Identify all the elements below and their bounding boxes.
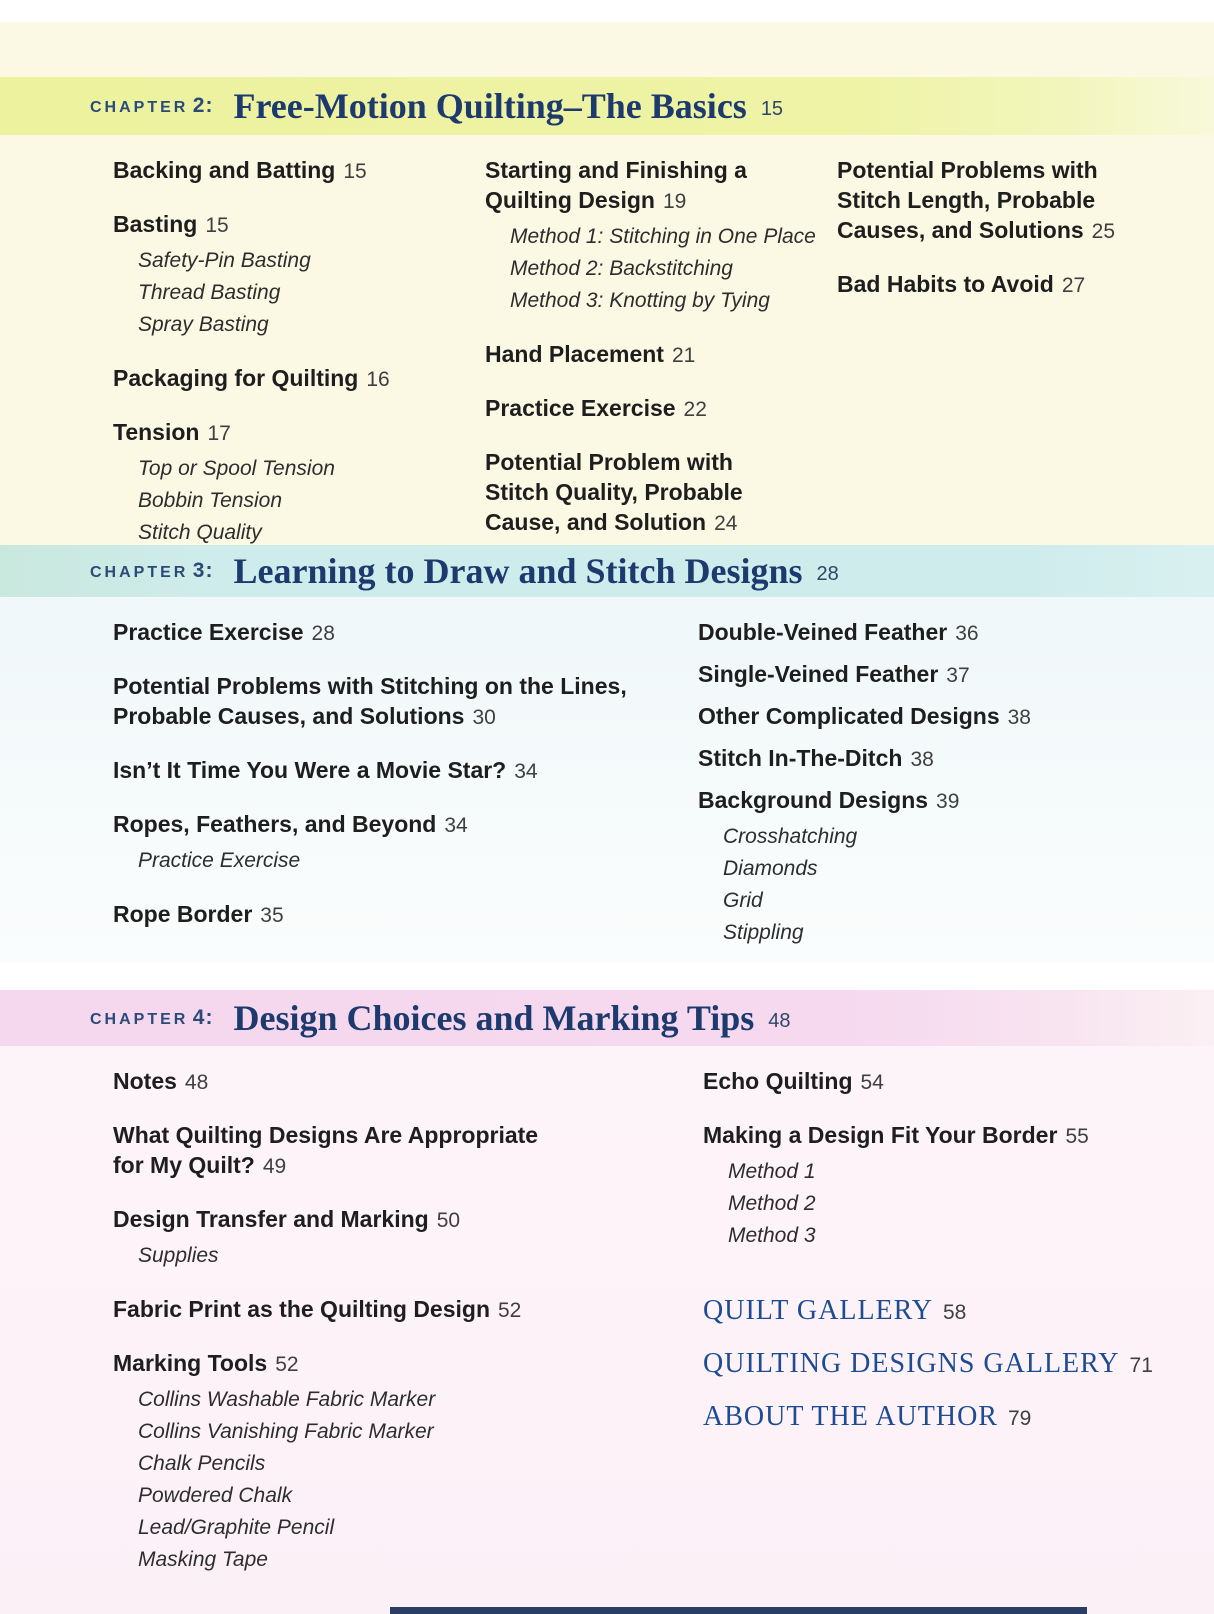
toc-page-number: 21 bbox=[671, 344, 696, 367]
chapter-2-band bbox=[0, 77, 1214, 135]
toc-page-number: 19 bbox=[662, 190, 687, 213]
toc-entry-heading: Stitch In-The-Ditch bbox=[698, 745, 903, 771]
chapter-label-word: CHAPTER bbox=[90, 99, 189, 116]
toc-page-number: 49 bbox=[262, 1155, 287, 1178]
toc-entry-heading: Packaging for Quilting bbox=[113, 365, 359, 391]
toc-sub-item: Chalk Pencils bbox=[138, 1452, 266, 1475]
backmatter-item bbox=[703, 1400, 1190, 1438]
backmatter-item bbox=[703, 1347, 1190, 1385]
toc-sub-item: Method 1 bbox=[728, 1160, 816, 1183]
backmatter-page-number: 58 bbox=[943, 1301, 967, 1324]
toc-page-number: 37 bbox=[946, 664, 970, 687]
toc-page-number: 52 bbox=[498, 1299, 522, 1322]
toc-entry-heading: Design Transfer and Marking bbox=[113, 1206, 429, 1232]
toc-sub-item: Diamonds bbox=[723, 857, 818, 880]
toc-entry-heading: Basting bbox=[113, 211, 198, 237]
toc-sub-item: Supplies bbox=[138, 1244, 219, 1267]
toc-entry bbox=[113, 1294, 703, 1326]
chapter-3-content bbox=[0, 597, 1214, 962]
toc-entry-heading: Starting and Finishing a Quilting Design bbox=[485, 157, 747, 213]
page-top-margin bbox=[0, 0, 1214, 22]
toc-sub-item: Method 3 bbox=[728, 1224, 816, 1247]
toc-entry bbox=[113, 1348, 703, 1576]
toc-entry-heading: Echo Quilting bbox=[703, 1068, 853, 1094]
toc-entry bbox=[703, 1120, 1190, 1252]
toc-entry bbox=[485, 339, 837, 371]
toc-entry-heading: Marking Tools bbox=[113, 1350, 268, 1376]
chapter-label bbox=[90, 1006, 213, 1030]
toc-entry-heading: Background Designs bbox=[698, 787, 929, 813]
toc-sub-item: Spray Basting bbox=[138, 313, 269, 336]
toc-page-number: 50 bbox=[436, 1209, 461, 1232]
toc-entry bbox=[485, 447, 837, 539]
toc-entry bbox=[113, 899, 698, 931]
toc-entry bbox=[113, 809, 698, 877]
toc-entry bbox=[113, 755, 698, 787]
toc-entry bbox=[698, 659, 1190, 691]
toc-sub-item: Method 1: Stitching in One Place bbox=[510, 225, 816, 248]
toc-page-number: 22 bbox=[683, 398, 707, 421]
toc-page-number: 34 bbox=[514, 760, 538, 783]
toc-entry-heading: What Quilting Designs Are Appropriate for My Quilt? bbox=[113, 1122, 539, 1178]
toc-entry-heading: Double-Veined Feather bbox=[698, 619, 948, 645]
toc-page-number: 15 bbox=[205, 214, 229, 237]
toc-sub-item: Crosshatching bbox=[723, 825, 858, 848]
toc-entry-heading: Making a Design Fit Your Border bbox=[703, 1122, 1058, 1148]
backmatter-title: ABOUT THE AUTHOR bbox=[703, 1401, 998, 1432]
section-divider bbox=[0, 962, 1214, 990]
backmatter-page-number: 71 bbox=[1129, 1354, 1153, 1377]
toc-page-number: 54 bbox=[860, 1071, 884, 1094]
backmatter-item bbox=[703, 1294, 1190, 1332]
chapter-title: Design Choices and Marking Tips bbox=[233, 998, 755, 1038]
toc-entry bbox=[485, 155, 837, 317]
toc-sub-item: Stippling bbox=[723, 921, 804, 944]
chapter-title: Learning to Draw and Stitch Designs bbox=[233, 551, 803, 591]
toc-sub-item: Collins Vanishing Fabric Marker bbox=[138, 1420, 434, 1443]
chapter-label bbox=[90, 559, 213, 583]
chapter-4-band bbox=[0, 990, 1214, 1046]
toc-page-number: 16 bbox=[366, 368, 390, 391]
toc-entry bbox=[837, 155, 1190, 247]
chapter-4-column-1 bbox=[113, 1066, 703, 1614]
toc-entry bbox=[698, 701, 1190, 733]
toc-page-number: 35 bbox=[260, 904, 284, 927]
backmatter-title: QUILTING DESIGNS GALLERY bbox=[703, 1348, 1120, 1379]
toc-entry-heading: Potential Problems with Stitching on the Lines, Probable Causes, and Solutions bbox=[113, 673, 627, 729]
toc-entry bbox=[485, 393, 837, 425]
toc-sub-item: Grid bbox=[723, 889, 763, 912]
chapter-label-word: CHAPTER bbox=[90, 564, 189, 581]
toc-entry bbox=[113, 671, 698, 733]
toc-page-number: 27 bbox=[1061, 274, 1086, 297]
chapter-label-number: 3: bbox=[192, 559, 214, 582]
chapter-label bbox=[90, 94, 213, 118]
chapter-3-column-2 bbox=[698, 617, 1190, 962]
backmatter-list bbox=[703, 1294, 1190, 1438]
toc-sub-item: Safety-Pin Basting bbox=[138, 249, 311, 272]
toc-entry-heading: Potential Problems with Stitch Length, Probable Causes, and Solutions bbox=[837, 157, 1098, 243]
toc-entry bbox=[837, 269, 1190, 301]
toc-entry-heading: Notes bbox=[113, 1068, 177, 1094]
toc-page-number: 36 bbox=[955, 622, 979, 645]
toc-sub-item: Method 3: Knotting by Tying bbox=[510, 289, 770, 312]
toc-page-number: 24 bbox=[714, 512, 738, 535]
toc-entry-heading: Fabric Print as the Quilting Design bbox=[113, 1296, 490, 1322]
toc-entry-heading: Tension bbox=[113, 419, 200, 445]
toc-page-number: 55 bbox=[1065, 1125, 1089, 1148]
toc-entry-heading: Rope Border bbox=[113, 901, 253, 927]
toc-page-number: 39 bbox=[936, 790, 960, 813]
chapter-2-column-1 bbox=[113, 155, 485, 571]
toc-page-number: 28 bbox=[311, 622, 335, 645]
backmatter-title: QUILT GALLERY bbox=[703, 1295, 933, 1326]
chapter-page-number: 28 bbox=[816, 562, 839, 585]
toc-entry bbox=[113, 363, 485, 395]
toc-page-number: 52 bbox=[275, 1353, 299, 1376]
toc-sub-item: Top or Spool Tension bbox=[138, 457, 335, 480]
toc-sub-item: Method 2: Backstitching bbox=[510, 257, 733, 280]
toc-entry bbox=[698, 785, 1190, 949]
toc-entry bbox=[113, 209, 485, 341]
toc-sub-item: Method 2 bbox=[728, 1192, 816, 1215]
toc-entry bbox=[703, 1066, 1190, 1098]
toc-page-number: 34 bbox=[444, 814, 468, 837]
chapter-4-section bbox=[0, 990, 1214, 1614]
toc-entry bbox=[698, 617, 1190, 649]
toc-entry-heading: Ropes, Feathers, and Beyond bbox=[113, 811, 437, 837]
toc-entry-heading: Isn’t It Time You Were a Movie Star? bbox=[113, 757, 507, 783]
chapter-title: Free-Motion Quilting–The Basics bbox=[233, 86, 747, 126]
chapter-2-section bbox=[0, 22, 1214, 545]
chapter-page-number: 15 bbox=[760, 97, 784, 120]
toc-entry bbox=[113, 1066, 703, 1098]
toc-entry-heading: Bad Habits to Avoid bbox=[837, 271, 1054, 297]
chapter-3-column-1 bbox=[113, 617, 698, 962]
chapter-2-content bbox=[0, 135, 1214, 545]
toc-sub-item: Practice Exercise bbox=[138, 849, 301, 872]
chapter-2-pre-band bbox=[0, 22, 1214, 77]
toc-sub-item: Thread Basting bbox=[138, 281, 281, 304]
chapter-4-column-2 bbox=[703, 1066, 1190, 1614]
toc-entry-heading: Practice Exercise bbox=[485, 395, 676, 421]
toc-entry-heading: Other Complicated Designs bbox=[698, 703, 1000, 729]
toc-entry bbox=[698, 743, 1190, 775]
toc-entry bbox=[113, 417, 485, 549]
toc-page-number: 17 bbox=[207, 422, 231, 445]
toc-sub-item: Masking Tape bbox=[138, 1548, 268, 1571]
toc-sub-item: Bobbin Tension bbox=[138, 489, 283, 512]
toc-sub-item: Lead/Graphite Pencil bbox=[138, 1516, 335, 1539]
toc-entry bbox=[113, 1120, 703, 1182]
toc-entry bbox=[113, 155, 485, 187]
toc-entry-heading: Single-Veined Feather bbox=[698, 661, 939, 687]
toc-page-number: 38 bbox=[910, 748, 934, 771]
toc-entry-heading: Backing and Batting bbox=[113, 157, 336, 183]
toc-entry bbox=[113, 1204, 703, 1272]
chapter-2-column-2 bbox=[485, 155, 837, 571]
chapter-label-number: 4: bbox=[192, 1006, 214, 1029]
toc-entry-heading: Hand Placement bbox=[485, 341, 664, 367]
toc-entry bbox=[113, 617, 698, 649]
toc-page-number: 25 bbox=[1091, 220, 1116, 243]
chapter-label-word: CHAPTER bbox=[90, 1011, 189, 1028]
chapter-page-number: 48 bbox=[768, 1009, 791, 1032]
toc-entry-heading: Potential Problem with Stitch Quality, Probable Cause, and Solution bbox=[485, 449, 743, 535]
chapter-3-section bbox=[0, 545, 1214, 962]
chapter-label-number: 2: bbox=[192, 94, 214, 117]
toc-entry-heading: Practice Exercise bbox=[113, 619, 304, 645]
toc-page-number: 38 bbox=[1007, 706, 1031, 729]
toc-page-number: 30 bbox=[472, 706, 496, 729]
toc-page-number: 48 bbox=[184, 1071, 209, 1094]
toc-sub-item: Collins Washable Fabric Marker bbox=[138, 1388, 436, 1411]
toc-page-number: 15 bbox=[343, 160, 367, 183]
chapter-4-content bbox=[0, 1046, 1214, 1614]
scan-edge-artifact bbox=[390, 1607, 1087, 1614]
chapter-2-column-3 bbox=[837, 155, 1190, 571]
backmatter-page-number: 79 bbox=[1007, 1407, 1032, 1430]
toc-sub-item: Powdered Chalk bbox=[138, 1484, 293, 1507]
toc-sub-item: Stitch Quality bbox=[138, 521, 262, 544]
